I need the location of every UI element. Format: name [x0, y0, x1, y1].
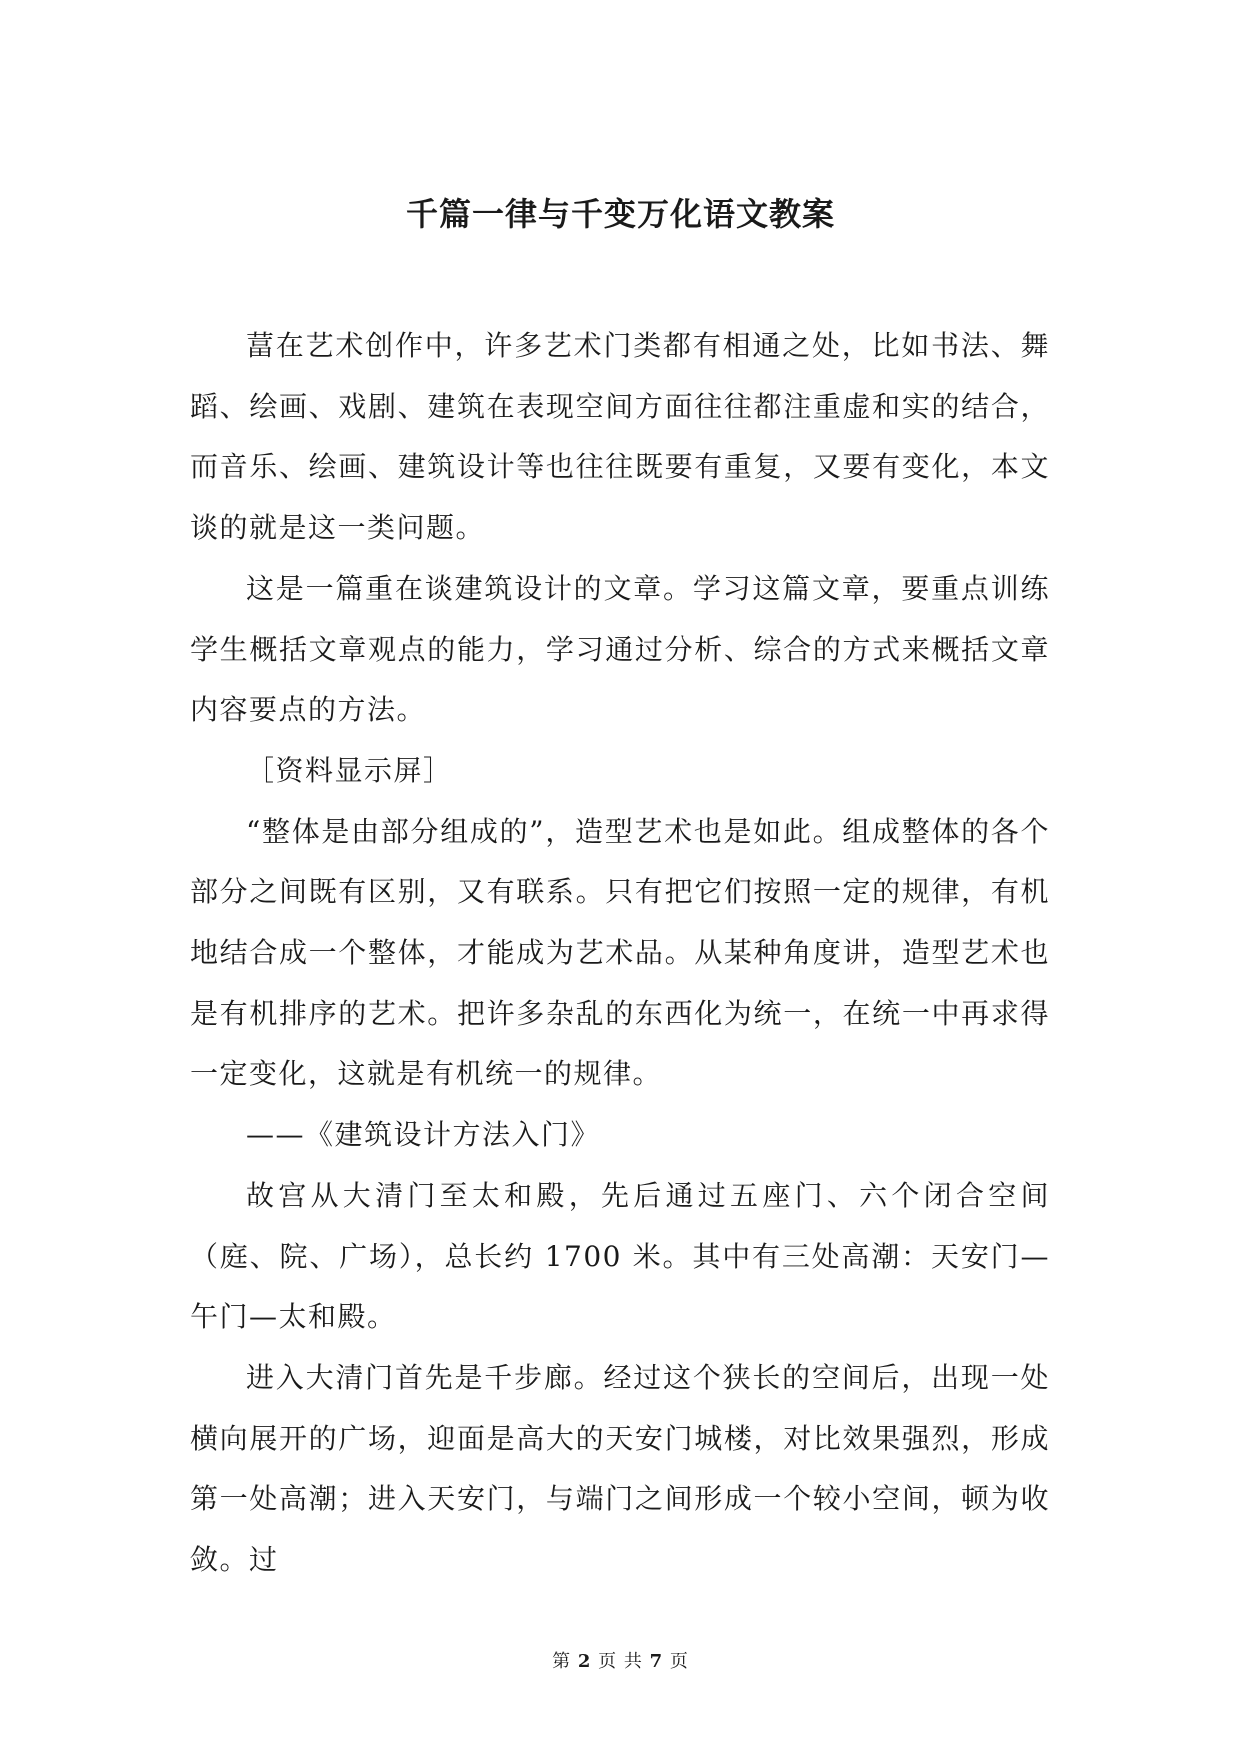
footer-current-page: 2 [577, 1651, 592, 1672]
paragraph-forbidden-city: 故宫从大清门至太和殿，先后通过五座门、六个闭合空间（庭、院、广场），总长约 1700 米。其中有三处高潮：天安门—午门—太和殿。 [190, 1178, 1050, 1334]
footer-suffix: 页 [669, 1651, 689, 1672]
paragraph-quote: “整体是由部分组成的”，造型艺术也是如此。组成整体的各个部分之间既有区别，又有联系。只有把它们按照一定的规律，有机地结合成一个整体，才能成为艺术品。从某种角度讲，造型艺术也是有机排序的艺术。把许多杂乱的东西化为统一，在统一中再求得一定变化，这就是有机统一的规律。 [190, 814, 1050, 1091]
paragraph-purpose: 这是一篇重在谈建筑设计的文章。学习这篇文章，要重点训练学生概括文章观点的能力，学习通过分析、综合的方式来概括文章内容要点的方法。 [190, 571, 1050, 727]
footer-total-pages: 7 [649, 1651, 664, 1672]
paragraph-intro: 葍在艺术创作中，许多艺术门类都有相通之处，比如书法、舞蹈、绘画、戏剧、建筑在表现空间方面往往都注重虚和实的结合，而音乐、绘画、建筑设计等也往往既要有重复，又要有变化，本文谈的就是这一类问题。 [190, 329, 1050, 545]
paragraph-citation: ——《建筑设计方法入门》 [246, 1118, 601, 1152]
page-footer [0, 1650, 1241, 1674]
document-body [190, 316, 1050, 1591]
paragraph-daqing-gate: 进入大清门首先是千步廊。经过这个狭长的空间后，出现一处横向展开的广场，迎面是高大的天安门城楼，对比效果强烈，形成第一处高潮；进入天安门，与端门之间形成一个较小空间，顿为收敛。过 [190, 1360, 1050, 1577]
document-title: 千篇一律与千变万化语文教案 [405, 195, 835, 233]
footer-prefix: 第 [552, 1651, 572, 1672]
footer-middle: 页 共 [598, 1651, 643, 1672]
paragraph-resource-heading: ［资料显示屏］ [246, 753, 453, 787]
